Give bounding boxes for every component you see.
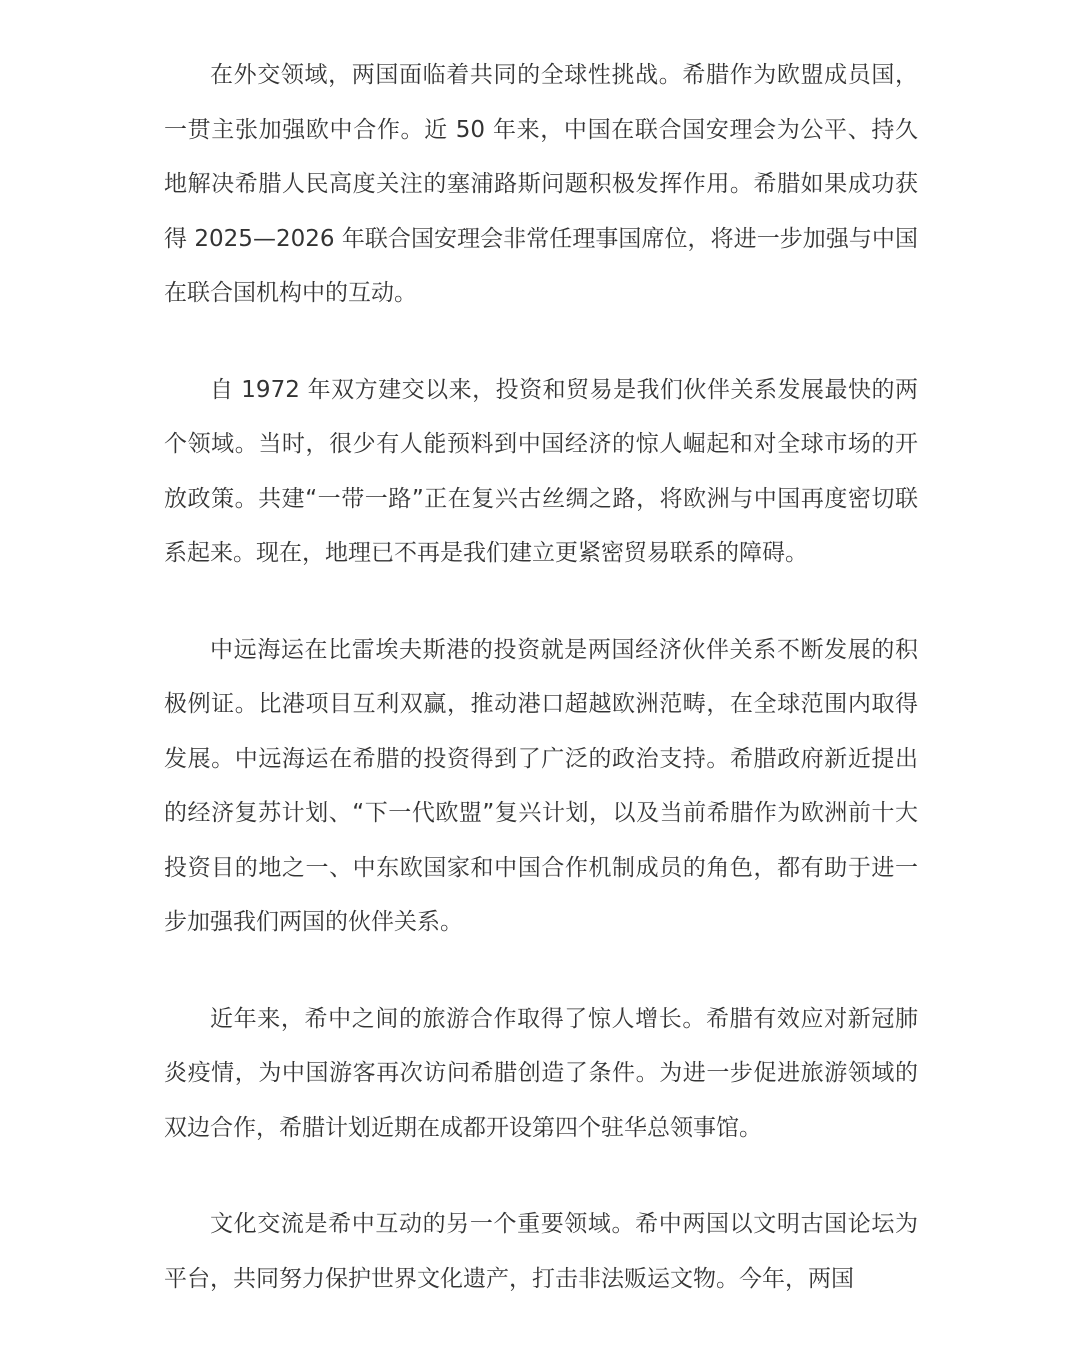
article-body [164,48,918,1348]
paragraph-tourism: 近年来，希中之间的旅游合作取得了惊人增长。希腊有效应对新冠肺炎疫情，为中国游客再次访问希腊创造了条件。为进一步促进旅游领域的双边合作，希腊计划近期在成都开设第四个驻华总领事馆。 [164,1005,918,1141]
paragraph-culture: 文化交流是希中互动的另一个重要领域。希中两国以文明古国论坛为平台，共同努力保护世界文化遗产，打击非法贩运文物。今年，两国 [164,1211,918,1292]
paragraph-cosco-piraeus: 中远海运在比雷埃夫斯港的投资就是两国经济伙伴关系不断发展的积极例证。比港项目互利双赢，推动港口超越欧洲范畴，在全球范围内取得发展。中远海运在希腊的投资得到了广泛的政治支持。希腊政府新近提出的经济复苏计划、“下一代欧盟”复兴计划，以及当前希腊作为欧洲前十大投资目的地之一、中东欧国家和中国合作机制成员的角色，都有助于进一步加强我们两国的伙伴关系。 [164,636,918,935]
paragraph-diplomacy: 在外交领域，两国面临着共同的全球性挑战。希腊作为欧盟成员国，一贯主张加强欧中合作。近 50 年来，中国在联合国安理会为公平、持久地解决希腊人民高度关注的塞浦路斯问题积极发挥作用。希腊如果成功获得 2025—2026 年联合国安理会非常任理事国席位，将进一步加强与中国在联合国机构中的互动。 [164,62,918,306]
paragraph-trade: 自 1972 年双方建交以来，投资和贸易是我们伙伴关系发展最快的两个领域。当时，很少有人能预料到中国经济的惊人崛起和对全球市场的开放政策。共建“一带一路”正在复兴古丝绸之路，将欧洲与中国再度密切联系起来。现在，地理已不再是我们建立更紧密贸易联系的障碍。 [164,376,918,566]
